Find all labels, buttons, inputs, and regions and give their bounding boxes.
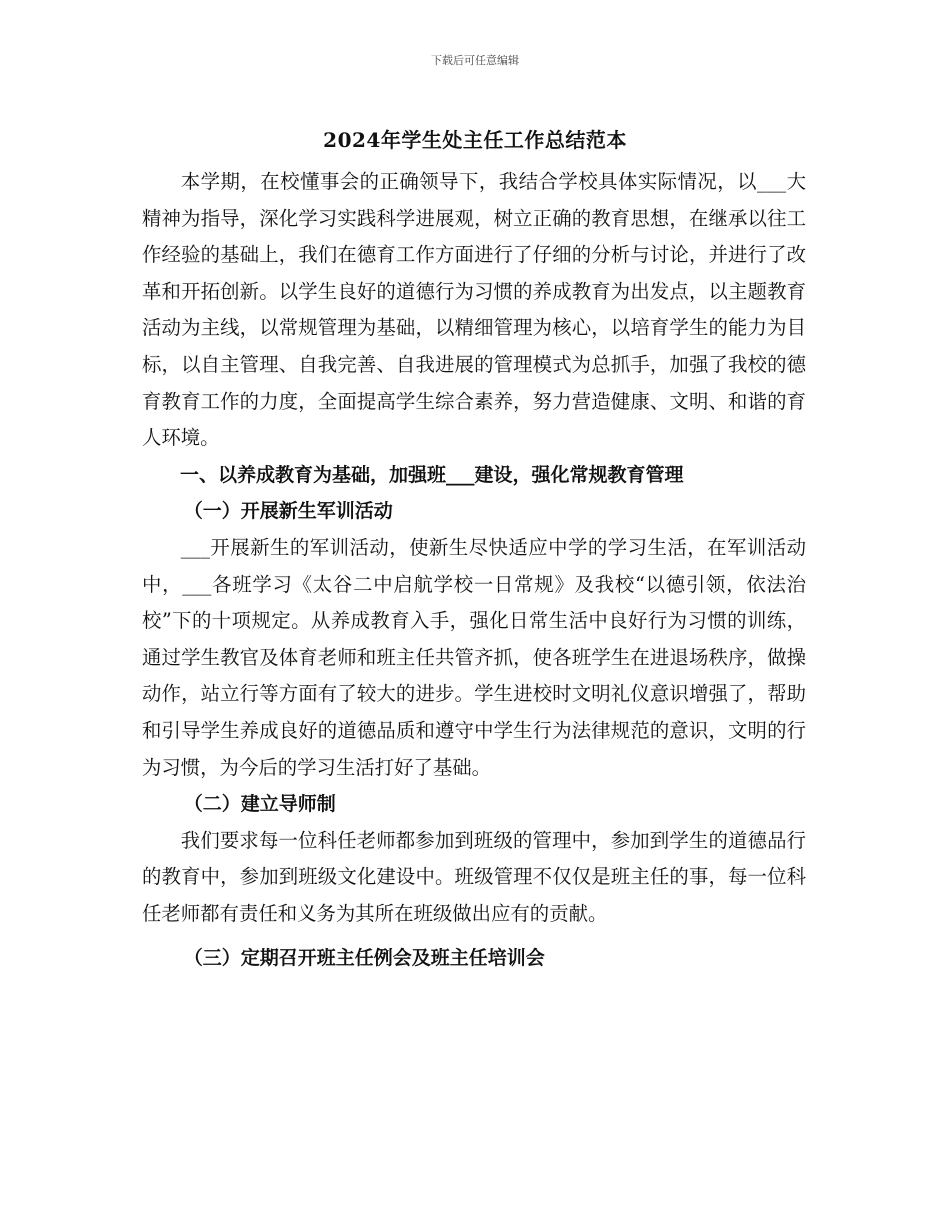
subsection-3-heading: （三）定期召开班主任例会及班主任培训会 xyxy=(183,947,545,970)
subsection-1-heading: （一）开展新生军训活动 xyxy=(183,500,393,523)
subsection-2-paragraph: 我们要求每一位科任老师都参加到班级的管理中，参加到学生的道德品行的教育中，参加到班级文化建设中。班级管理不仅仅是班主任的事，每一位科任老师都有责任和义务为其所在班级做出应有的贡献。 xyxy=(142,828,806,925)
subsection-2-heading: （二）建立导师制 xyxy=(183,793,336,816)
document-title: 2024年学生处主任工作总结范本 xyxy=(323,128,627,152)
page-header-note: 下载后可任意编辑 xyxy=(431,54,519,67)
section-1-heading: 一、以养成教育为基础，加强班___建设，强化常规教育管理 xyxy=(180,463,684,486)
document-body xyxy=(142,164,806,977)
intro-paragraph: 本学期，在校懂事会的正确领导下，我结合学校具体实际情况，以___大精神为指导，深化学习实践科学进展观，树立正确的教育思想，在继承以往工作经验的基础上，我们在德育工作方面进行了仔细的分析与讨论，并进行了改革和开拓创新。以学生良好的道德行为习惯的养成教育为出发点，以主题教育活动为主线，以常规管理为基础，以精细管理为核心，以培育学生的能力为目标，以自主管理、自我完善、自我进展的管理模式为总抓手，加强了我校的德育教育工作的力度，全面提高学生综合素养，努力营造健康、文明、和谐的育人环境。 xyxy=(142,170,806,450)
subsection-1-paragraph: ___开展新生的军训活动，使新生尽快适应中学的学习生活，在军训活动中，___各班学习《太谷二中启航学校一日常规》及我校“以德引领，依法治校”下的十项规定。从养成教育入手，强化日常生活中良好行为习惯的训练，通过学生教官及体育老师和班主任共管齐抓，使各班学生在进退场秩序，做操动作，站立行等方面有了较大的进步。学生进校时文明礼仪意识增强了，帮助和引导学生养成良好的道德品质和遵守中学生行为法律规范的意识，文明的行为习惯，为今后的学习生活打好了基础。 xyxy=(142,535,806,779)
